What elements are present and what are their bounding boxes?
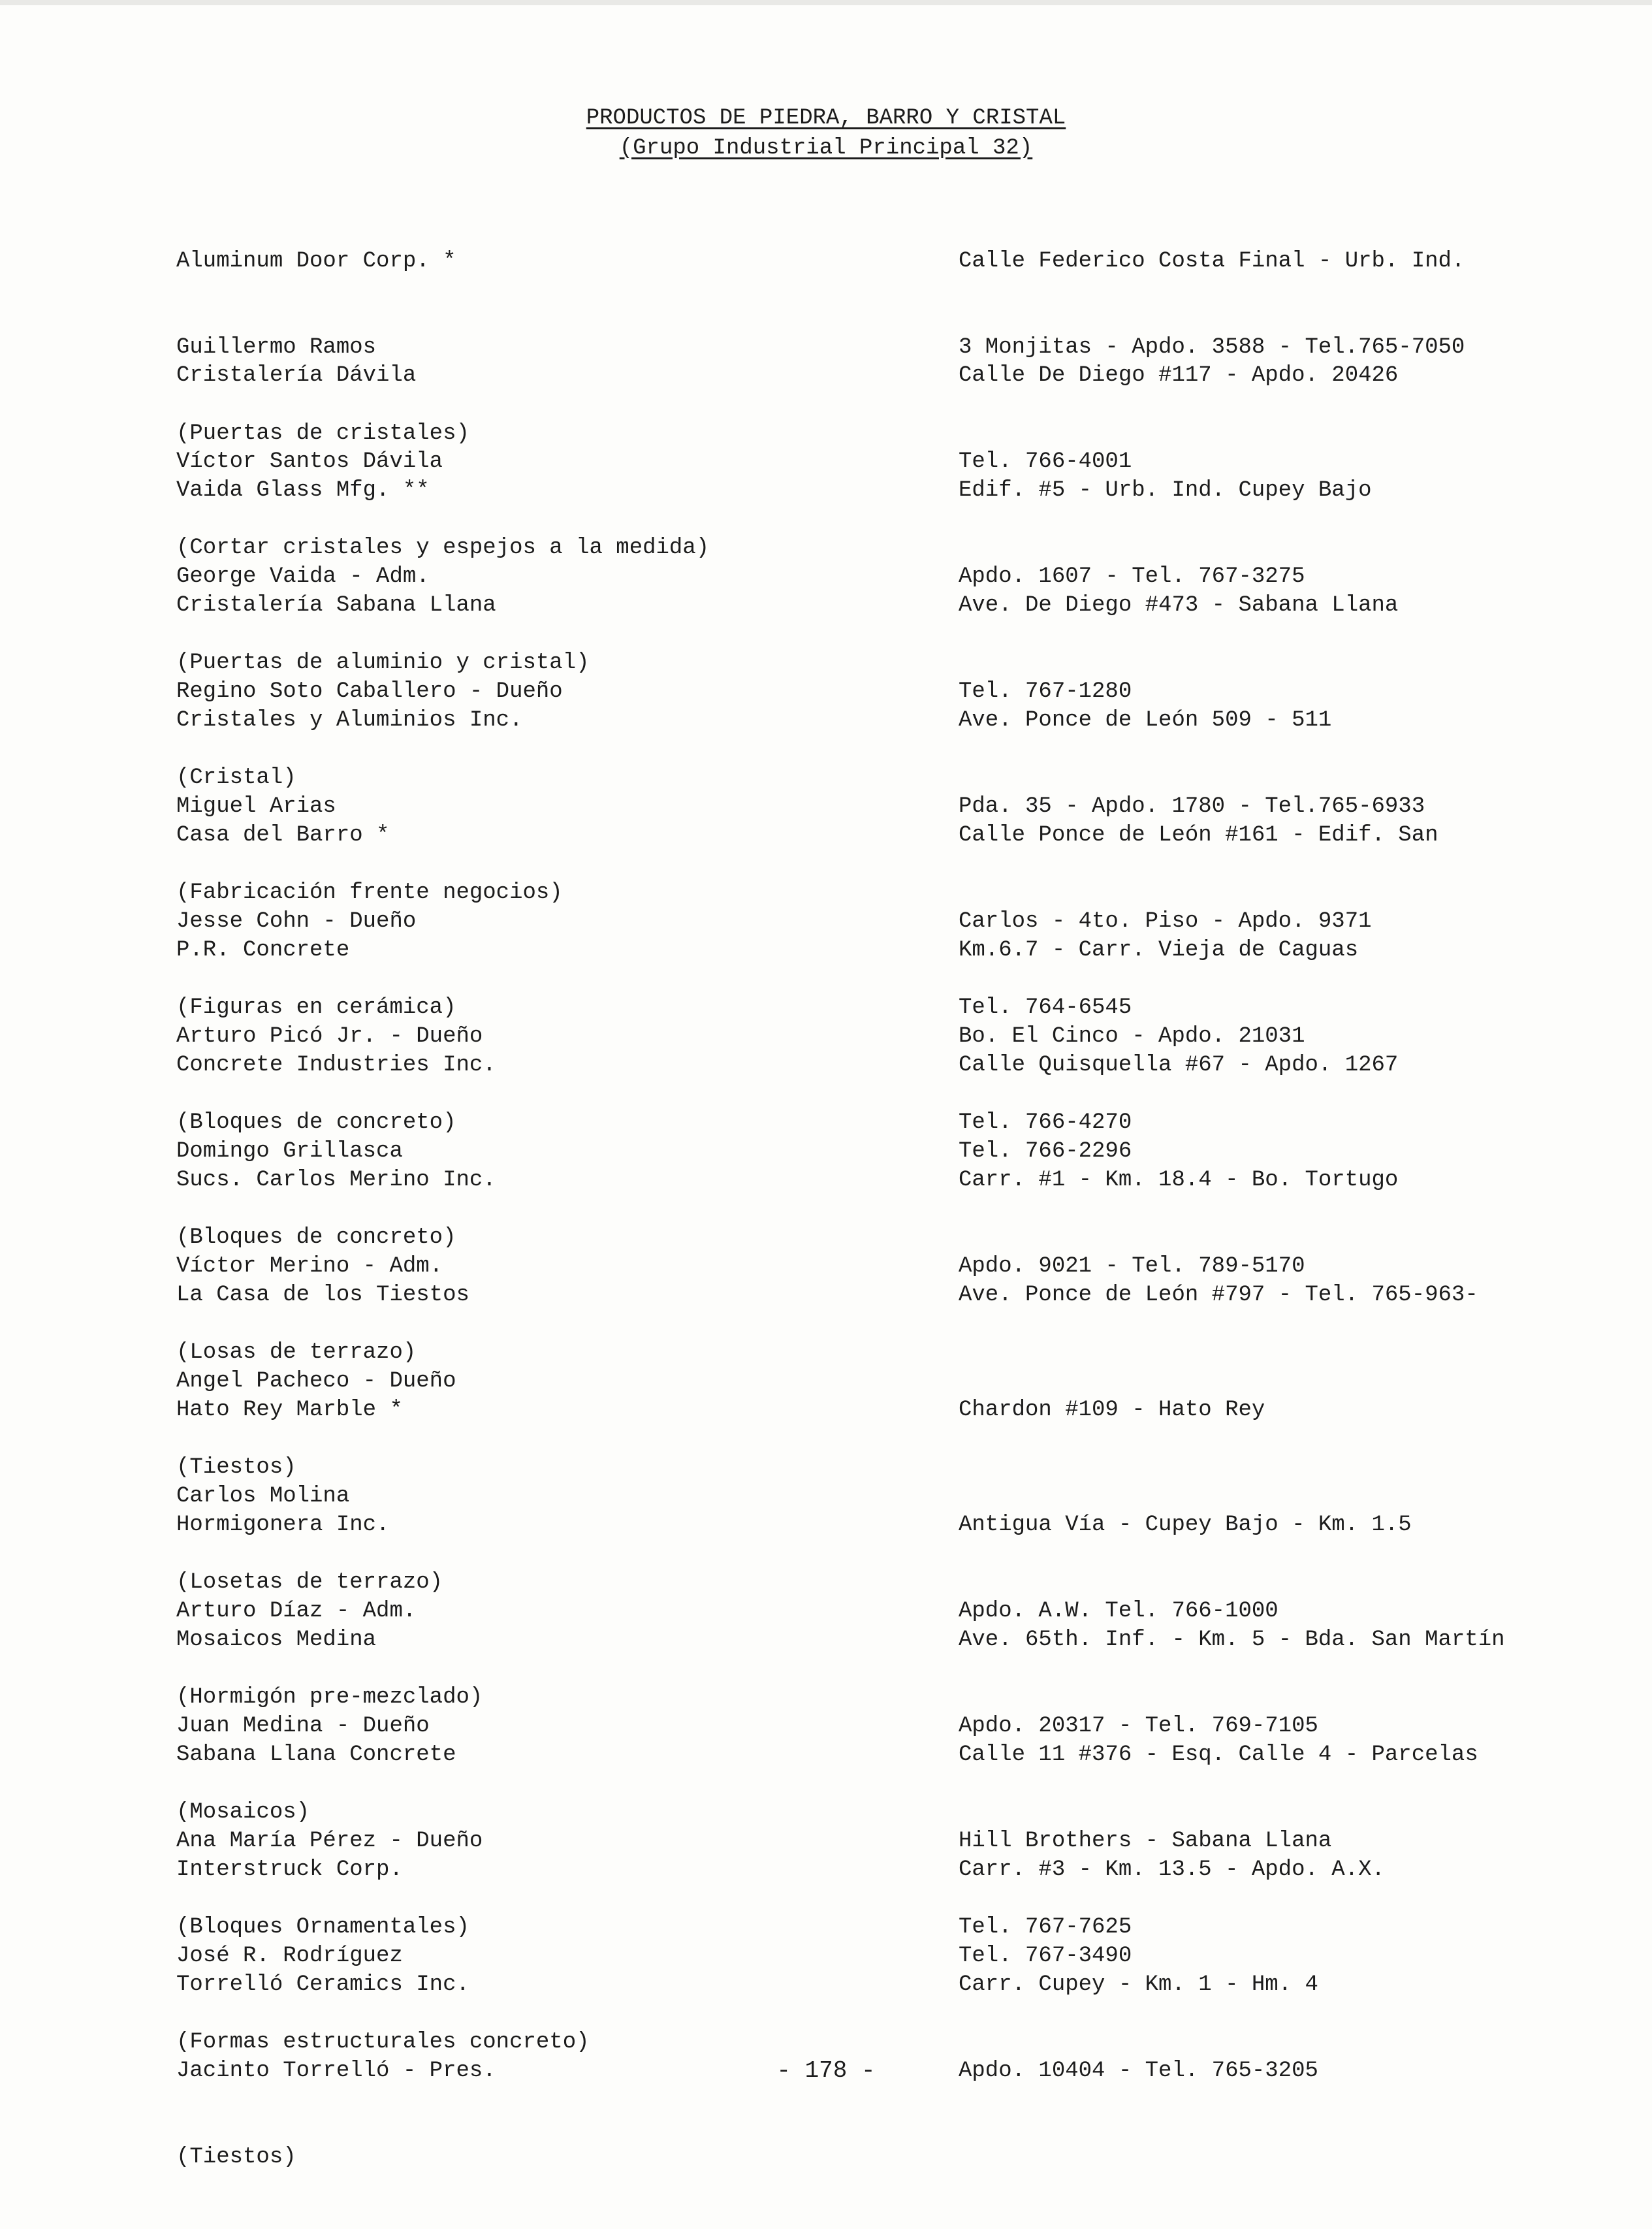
address-line: Calle Ponce de León #161 - Edif. San	[959, 823, 1438, 848]
company-product: (Bloques de concreto)	[176, 1225, 456, 1250]
company-contact: Ana María Pérez - Dueño	[176, 1829, 483, 1853]
company-contact: Angel Pacheco - Dueño	[176, 1369, 456, 1394]
company-contact: Jacinto Torrelló - Pres.	[176, 2059, 496, 2083]
company-name: Cristalería Dávila	[176, 363, 417, 388]
company-name: Aluminum Door Corp. *	[176, 249, 456, 274]
company-contact: Carlos Molina	[176, 1484, 350, 1509]
company-contact: Víctor Santos Dávila	[176, 449, 443, 474]
address-line: Calle 11 #376 - Esq. Calle 4 - Parcelas	[959, 1742, 1478, 1767]
company-name: Hato Rey Marble *	[176, 1398, 403, 1422]
company-product: (Tiestos)	[176, 2145, 296, 2170]
address-line: Apdo. 9021 - Tel. 789-5170	[959, 1254, 1305, 1279]
company-product: (Puertas de aluminio y cristal)	[176, 650, 590, 675]
company-name: Sucs. Carlos Merino Inc.	[176, 1168, 496, 1193]
address-line: Pda. 35 - Apdo. 1780 - Tel.765-6933	[959, 794, 1425, 819]
company-contact: Juan Medina - Dueño	[176, 1714, 430, 1739]
address-line: Tel. 766-4270	[959, 1110, 1132, 1135]
address-line: Tel. 766-4001	[959, 449, 1132, 474]
address-line: Ave. De Diego #473 - Sabana Llana	[959, 593, 1399, 618]
document-subtitle: (Grupo Industrial Principal 32)	[619, 136, 1033, 161]
address-line: Calle Federico Costa Final - Urb. Ind.	[959, 249, 1465, 274]
company-contact: Guillermo Ramos	[176, 335, 377, 360]
address-line: Carlos - 4to. Piso - Apdo. 9371	[959, 909, 1372, 934]
company-name: Sabana Llana Concrete	[176, 1742, 456, 1767]
company-name: Cristalería Sabana Llana	[176, 593, 496, 618]
address-line: Bo. El Cinco - Apdo. 21031	[959, 1024, 1305, 1049]
company-product: (Losetas de terrazo)	[176, 1570, 443, 1595]
address-line: 3 Monjitas - Apdo. 3588 - Tel.765-7050	[959, 335, 1465, 360]
company-product: (Losas de terrazo)	[176, 1340, 417, 1365]
company-product: (Cristal)	[176, 765, 296, 790]
company-product: (Formas estructurales concreto)	[176, 2030, 590, 2055]
address-line: Carr. #1 - Km. 18.4 - Bo. Tortugo	[959, 1168, 1399, 1193]
company-product: (Mosaicos)	[176, 1800, 310, 1825]
company-name: Vaida Glass Mfg. **	[176, 478, 430, 503]
company-name: Torrelló Ceramics Inc.	[176, 1972, 469, 1997]
address-line: Ave. Ponce de León 509 - 511	[959, 708, 1332, 733]
company-contact: Víctor Merino - Adm.	[176, 1254, 443, 1279]
address-line: Tel. 767-1280	[959, 679, 1132, 704]
company-name: Casa del Barro *	[176, 823, 390, 848]
company-product: (Puertas de cristales)	[176, 421, 469, 446]
company-contact: Arturo Picó Jr. - Dueño	[176, 1024, 483, 1049]
page-header	[0, 103, 1652, 163]
company-name: Mosaicos Medina	[176, 1628, 377, 1652]
address-line: Apdo. 1607 - Tel. 767-3275	[959, 564, 1305, 589]
company-contact: José R. Rodríguez	[176, 1944, 403, 1968]
company-product: (Tiestos)	[176, 1455, 296, 1480]
page-number: - 178 -	[776, 2057, 876, 2084]
address-line: Hill Brothers - Sabana Llana	[959, 1829, 1332, 1853]
company-contact: Regino Soto Caballero - Dueño	[176, 679, 563, 704]
address-line: Apdo. A.W. Tel. 766-1000	[959, 1599, 1279, 1624]
company-contact: Arturo Díaz - Adm.	[176, 1599, 417, 1624]
document-title: PRODUCTOS DE PIEDRA, BARRO Y CRISTAL	[586, 106, 1066, 131]
company-name: Cristales y Aluminios Inc.	[176, 708, 523, 733]
address-line: Calle Quisquella #67 - Apdo. 1267	[959, 1053, 1399, 1078]
address-line: Antigua Vía - Cupey Bajo - Km. 1.5	[959, 1513, 1412, 1537]
address-line: Calle De Diego #117 - Apdo. 20426	[959, 363, 1399, 388]
company-contact: George Vaida - Adm.	[176, 564, 430, 589]
company-contact: Domingo Grillasca	[176, 1139, 403, 1164]
company-product: (Cortar cristales y espejos a la medida)	[176, 536, 710, 560]
page-top-edge	[0, 0, 1652, 5]
address-line: Tel. 764-6545	[959, 995, 1132, 1020]
company-product: (Bloques de concreto)	[176, 1110, 456, 1135]
company-name: Concrete Industries Inc.	[176, 1053, 496, 1078]
address-line: Carr. #3 - Km. 13.5 - Apdo. A.X.	[959, 1857, 1385, 1882]
company-product: (Figuras en cerámica)	[176, 995, 456, 1020]
address-line: Km.6.7 - Carr. Vieja de Caguas	[959, 938, 1359, 963]
company-product: (Bloques Ornamentales)	[176, 1915, 469, 1940]
address-line: Apdo. 10404 - Tel. 765-3205	[959, 2059, 1318, 2083]
company-product: (Fabricación frente negocios)	[176, 880, 563, 905]
company-contact: Miguel Arias	[176, 794, 336, 819]
address-line: Tel. 766-2296	[959, 1139, 1132, 1164]
address-line: Edif. #5 - Urb. Ind. Cupey Bajo	[959, 478, 1372, 503]
address-line: Chardon #109 - Hato Rey	[959, 1398, 1265, 1422]
address-line: Apdo. 20317 - Tel. 769-7105	[959, 1714, 1318, 1739]
company-name: La Casa de los Tiestos	[176, 1283, 469, 1307]
address-line: Tel. 767-3490	[959, 1944, 1132, 1968]
address-block	[959, 1913, 1625, 2143]
address-line: Carr. Cupey - Km. 1 - Hm. 4	[959, 1972, 1318, 1997]
address-line: Ave. 65th. Inf. - Km. 5 - Bda. San Martín	[959, 1628, 1505, 1652]
address-line: Tel. 767-7625	[959, 1915, 1132, 1940]
company-name: Hormigonera Inc.	[176, 1513, 390, 1537]
company-product: (Hormigón pre-mezclado)	[176, 1685, 483, 1710]
address-line: Ave. Ponce de León #797 - Tel. 765-963-	[959, 1283, 1478, 1307]
company-contact: Jesse Cohn - Dueño	[176, 909, 417, 934]
company-name: Interstruck Corp.	[176, 1857, 403, 1882]
company-name: P.R. Concrete	[176, 938, 350, 963]
